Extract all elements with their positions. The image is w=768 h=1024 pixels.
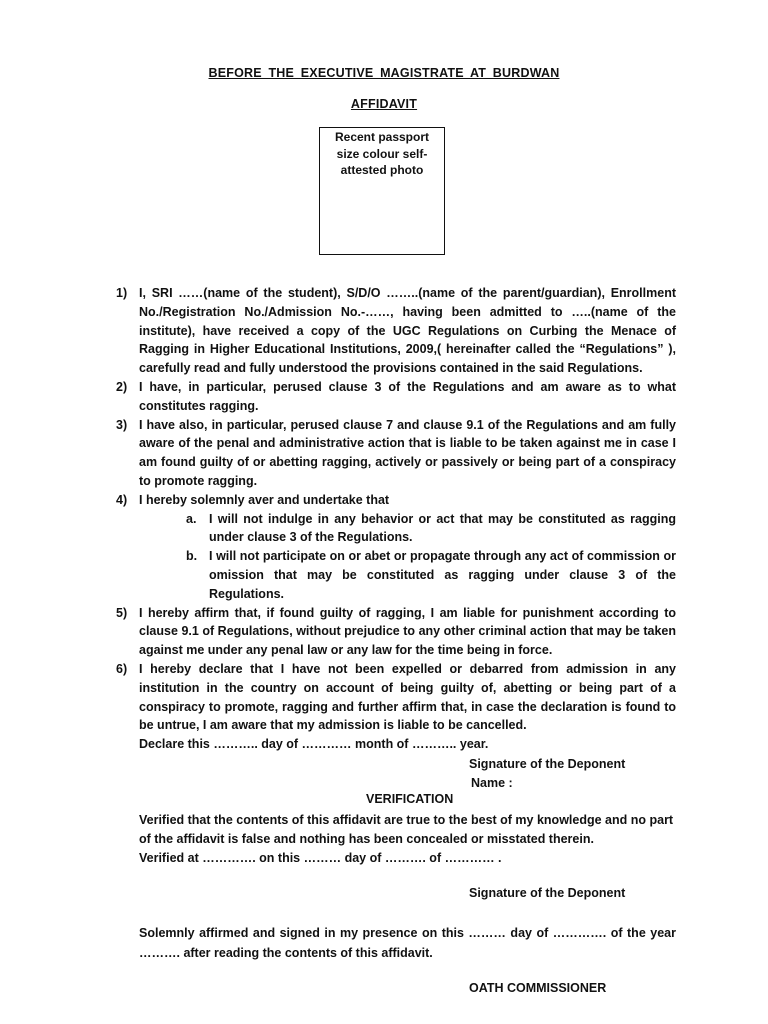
clause-2 xyxy=(104,378,676,416)
verification-title: VERIFICATION xyxy=(366,792,454,806)
clause-4 xyxy=(104,491,676,510)
affidavit-clauses xyxy=(104,284,676,754)
clause-text: I hereby solemnly aver and undertake that xyxy=(139,492,390,507)
clause-text: I have, in particular, perused clause 3 of the Regulations and am aware as to what constitutes ragging. xyxy=(139,379,676,413)
clause-number: 6) xyxy=(116,661,128,676)
clause-3 xyxy=(104,416,676,491)
clause-1 xyxy=(104,284,676,378)
deponent-signature-2: Signature of the Deponent xyxy=(469,886,626,900)
verification-block xyxy=(139,811,676,868)
clause-text: I have also, in particular, perused clause 7 and clause 9.1 of the Regulations and am fully aware of the penal and administrative action that is liable to be taken against me in case I am found guilty of or abetting ragging, actively or passively or being part of a conspiracy to promote ragging. xyxy=(139,417,676,488)
subclause-letter: a. xyxy=(186,511,197,526)
clause-number: 5) xyxy=(116,605,128,620)
clause-number: 1) xyxy=(116,286,128,300)
clause-number: 2) xyxy=(116,379,128,394)
deponent-signature-block xyxy=(469,755,625,793)
deponent-name-label: Name : xyxy=(471,775,513,790)
clause-5 xyxy=(104,604,676,660)
verification-place-date: Verified at …………. on this ……… day of ………. of ………… . xyxy=(139,851,502,865)
clause-text: I, SRI ……(name of the student), S/D/O ……..(name of the parent/guardian), Enrollment No./Registration No./Admission No.-……, having been admitted to …..(name of the institute), have received a copy of the UGC Regulations on Curbing the Menace of Ragging in Higher Educational Institutions, 2009,( hereinafter called the “Regulations” ), carefully read and fully understood the provisions contained in the said Regulations. xyxy=(139,286,676,376)
photo-placeholder-box xyxy=(319,127,445,255)
photo-placeholder-text: Recent passport size colour self-attested photo xyxy=(334,130,430,177)
verification-text: Verified that the contents of this affidavit are true to the best of my knowledge and no part of the affidavit is false and nothing has been concealed or misstated therein. xyxy=(139,813,674,846)
affirmation-text: Solemnly affirmed and signed in my presence on this ……… day of …………. of the year ………. after reading the contents of this affidavit. xyxy=(139,926,676,960)
declaration-line: Declare this ……….. day of ………… month of ……….. year. xyxy=(139,737,489,752)
clause-6 xyxy=(104,660,676,754)
document-heading: BEFORE THE EXECUTIVE MAGISTRATE AT BURDWAN xyxy=(208,66,560,80)
clause-4a xyxy=(104,510,676,548)
clause-4b xyxy=(104,547,676,603)
clause-number: 3) xyxy=(116,417,128,432)
document-subtitle: AFFIDAVIT xyxy=(350,97,418,111)
clause-text: I hereby declare that I have not been expelled or debarred from admission in any institution in the country on account of being guilty of, abetting or being part of a conspiracy to promote, ragging and further affirm that, in case the declaration is found to be untrue, I am aware that my admission is liable to be cancelled. xyxy=(139,661,676,733)
subclause-letter: b. xyxy=(186,549,198,564)
clause-number: 4) xyxy=(116,492,128,507)
clause-text: I hereby affirm that, if found guilty of ragging, I am liable for punishment according to clause 9.1 of Regulations, without prejudice to any other criminal action that may be taken against me under any penal law or any law for the time being in force. xyxy=(139,605,676,658)
subclause-text: I will not indulge in any behavior or act that may be constituted as ragging under clause 3 of the Regulations. xyxy=(209,511,676,545)
subclause-text: I will not participate on or abet or propagate through any act of commission or omission that may be constituted as ragging under clause 3 of the Regulations. xyxy=(209,549,676,601)
oath-commissioner-label: OATH COMMISSIONER xyxy=(469,981,607,995)
deponent-signature-label: Signature of the Deponent xyxy=(469,757,626,771)
